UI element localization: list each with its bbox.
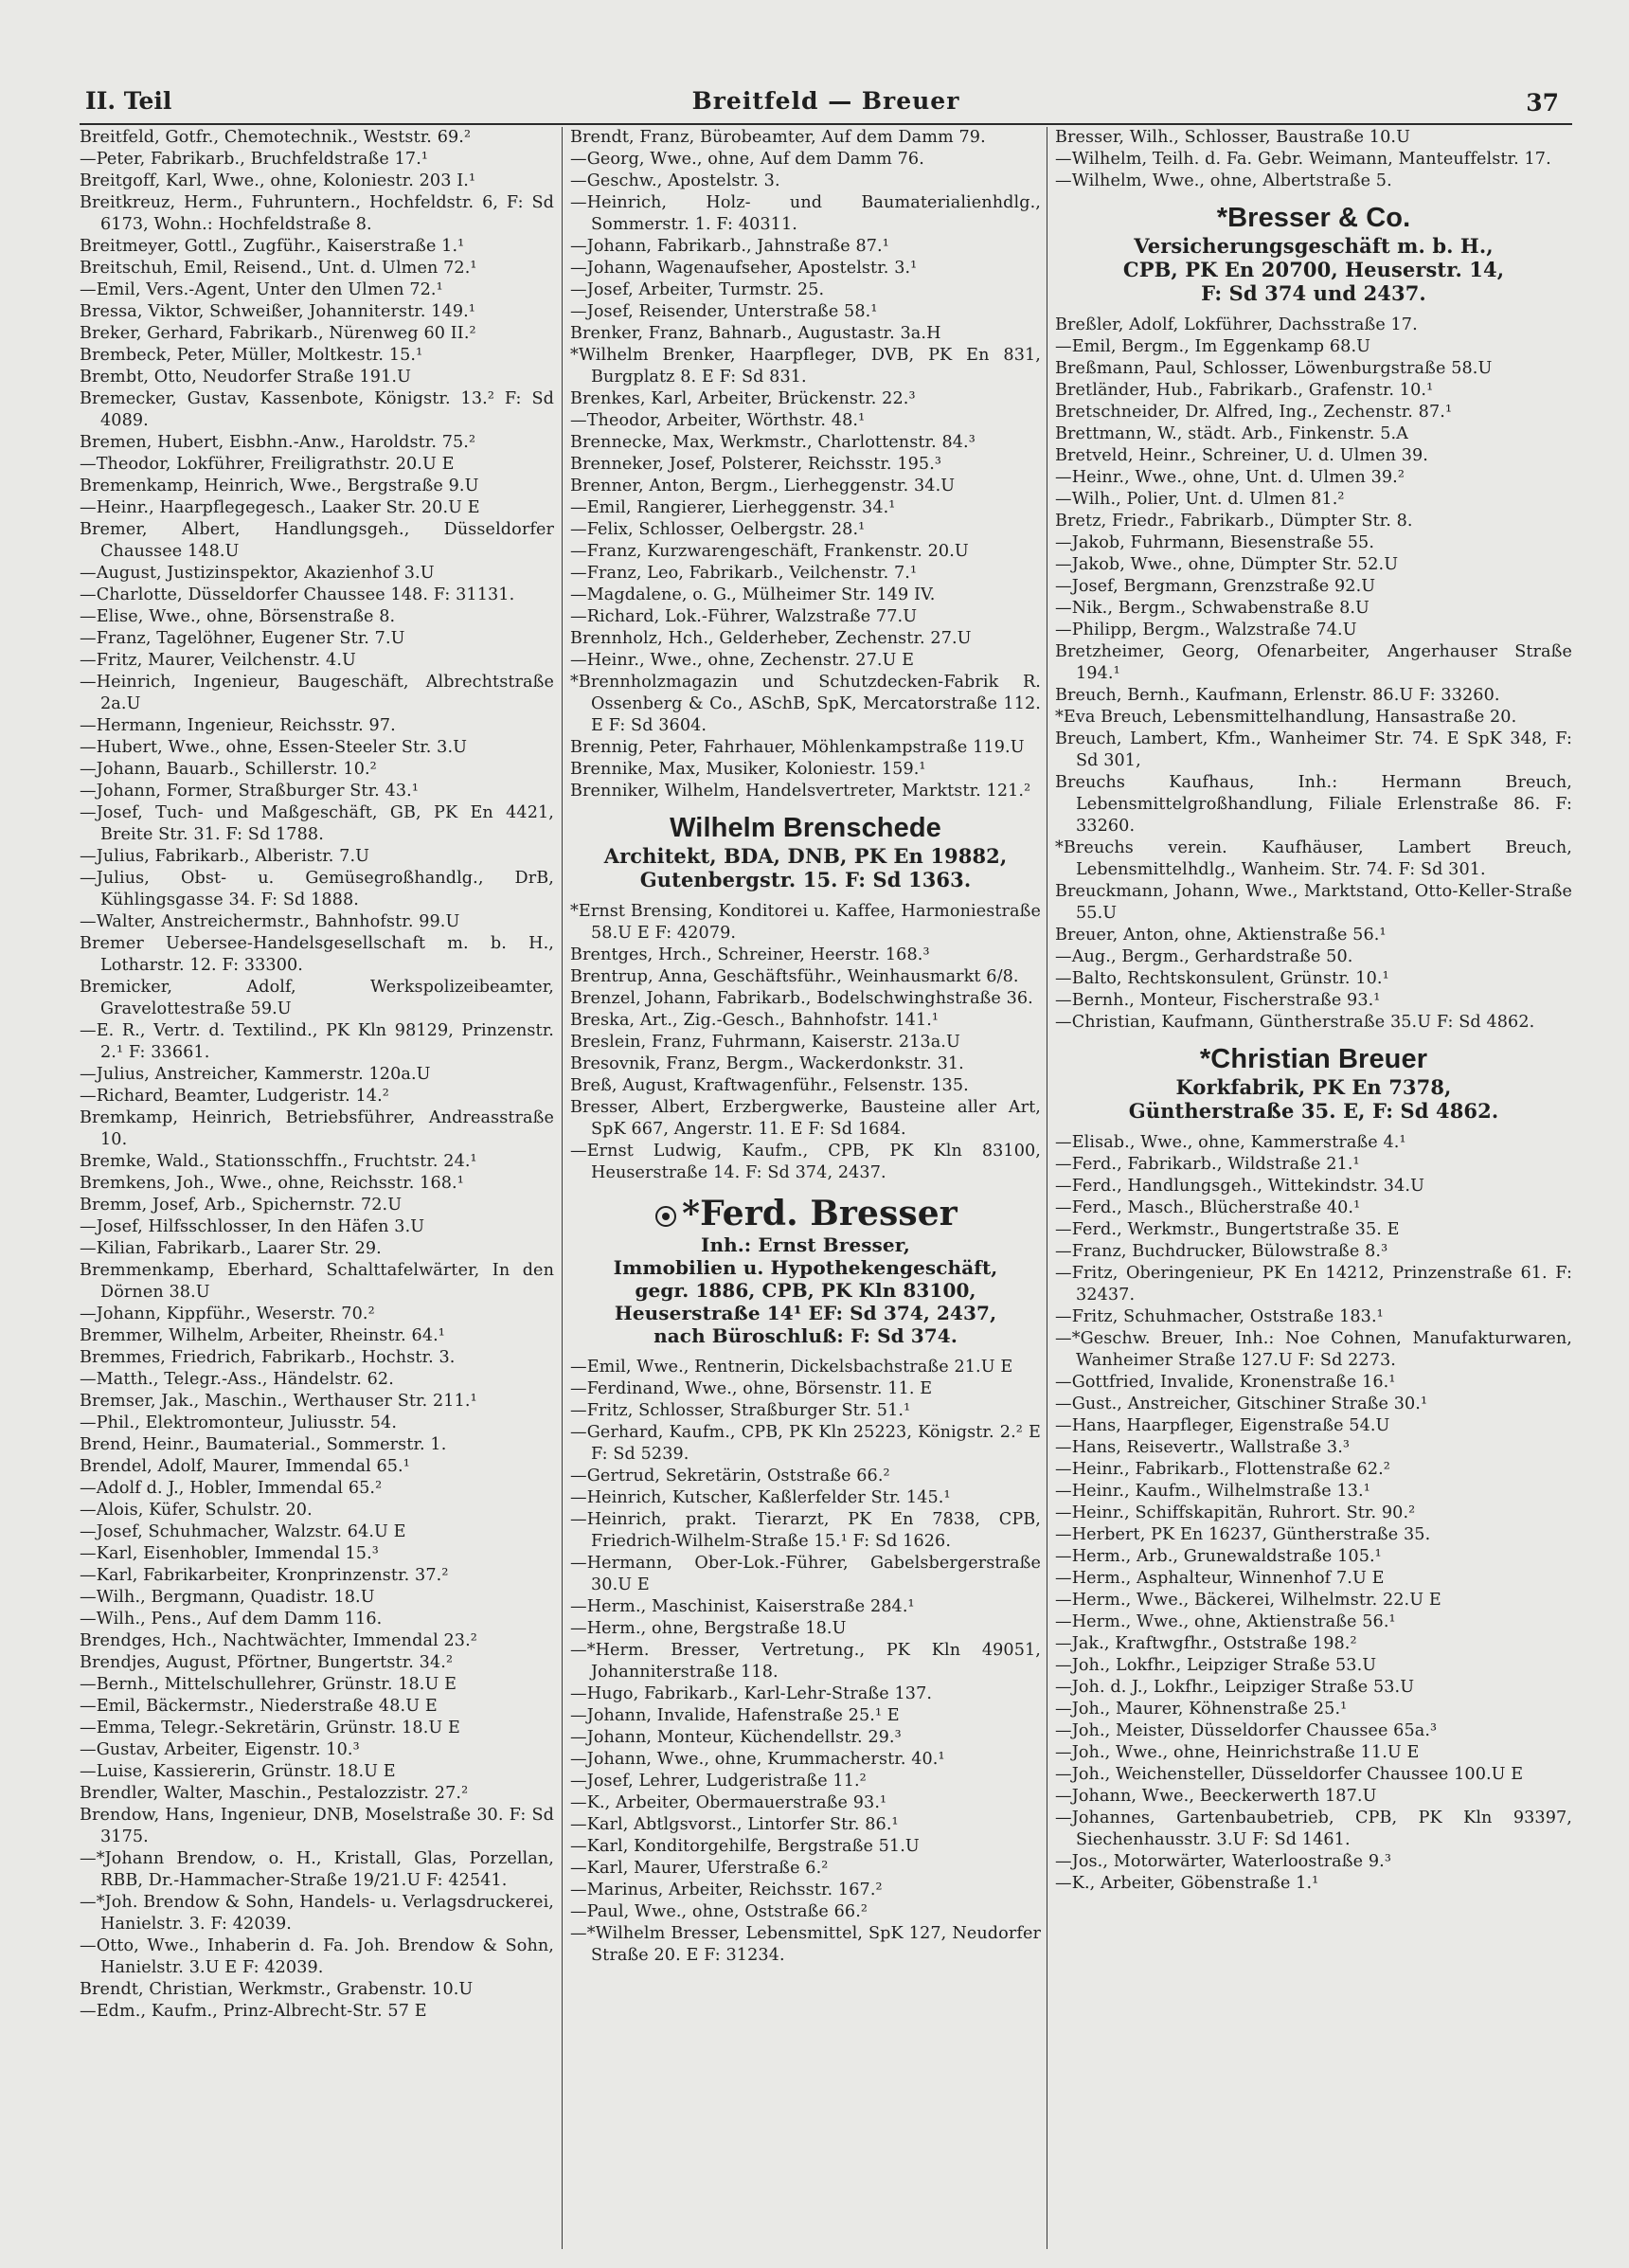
directory-entry: —Johann, Bauarb., Schillerstr. 10.²	[80, 760, 377, 779]
directory-entry: —*Joh. Brendow & Sohn, Handels- u. Verlagsdruckerei, Hanielstr. 3. F: 42039.	[80, 1893, 554, 1934]
directory-entry: —Paul, Wwe., ohne, Oststraße 66.²	[570, 1902, 868, 1921]
directory-entry: —Marinus, Arbeiter, Reichsstr. 167.²	[570, 1881, 883, 1899]
directory-entry: —*Johann Brendow, o. H., Kristall, Glas, Porzellan, RBB, Dr.-Hammacher-Straße 19/21.U F: 42541.	[80, 1849, 554, 1890]
directory-entry: —Emma, Telegr.-Sekretärin, Grünstr. 18.U E	[80, 1719, 460, 1737]
directory-entry: —Heinrich, Kutscher, Kaßlerfelder Str. 145.¹	[570, 1488, 951, 1507]
directory-entry: —Jakob, Wwe., ohne, Dümpter Str. 52.U	[1055, 555, 1399, 574]
directory-entry: Breitfeld, Gotfr., Chemotechnik., Weststr. 69.²	[80, 128, 472, 147]
directory-entry: —Fritz, Schuhmacher, Oststraße 183.¹	[1055, 1307, 1384, 1326]
directory-entry: —Heinrich, Holz- und Baumaterialienhdlg., Sommerstr. 1. F: 40311.	[570, 193, 1041, 234]
directory-entry: Brembt, Otto, Neudorfer Straße 191.U	[80, 368, 412, 387]
directory-entry: —Johann, Former, Straßburger Str. 43.¹	[80, 782, 419, 801]
directory-entry: Bremmenkamp, Eberhard, Schalttafelwärter, In den Dörnen 38.U	[80, 1261, 554, 1302]
directory-entry: —Johannes, Gartenbaubetrieb, CPB, PK Kln 93397, Siechenhausstr. 3.U F: Sd 1461.	[1055, 1809, 1572, 1849]
directory-entry: —Hubert, Wwe., ohne, Essen-Steeler Str. 3.U	[80, 738, 468, 757]
directory-entry: Bretländer, Hub., Fabrikarb., Grafenstr. 10.¹	[1055, 381, 1434, 400]
directory-entry: —Philipp, Bergm., Walzstraße 74.U	[1055, 621, 1357, 639]
directory-entry: —Hugo, Fabrikarb., Karl-Lehr-Straße 137.	[570, 1684, 933, 1703]
ad-line: nach Büroschluß: F: Sd 374.	[653, 1324, 958, 1347]
directory-entry: —Herm., Asphalteur, Winnenhof 7.U E	[1055, 1569, 1385, 1588]
directory-entry: Brendjes, August, Pförtner, Bungertstr. 34.²	[80, 1653, 454, 1672]
directory-entry: —*Geschw. Breuer, Inh.: Noe Cohnen, Manufakturwaren, Wanheimer Straße 127.U F: Sd 2273.	[1055, 1329, 1572, 1370]
ad-line: Immobilien u. Hypothekengeschäft,	[613, 1256, 998, 1279]
directory-entry: —Geschw., Apostelstr. 3.	[570, 171, 780, 190]
directory-entry: —Julius, Obst- u. Gemüsegroßhandlg., DrB, Kühlingsgasse 34. F: Sd 1888.	[80, 869, 554, 909]
directory-entry: —Heinr., Haarpflegegesch., Laaker Str. 20.U E	[80, 498, 480, 517]
directory-entry: —Jakob, Fuhrmann, Biesenstraße 55.	[1055, 533, 1375, 552]
directory-entry: Brenner, Anton, Bergm., Lierheggenstr. 34.U	[570, 477, 956, 495]
ad-name: *Christian Breuer	[1199, 1044, 1428, 1074]
directory-entry: Brendges, Hch., Nachtwächter, Immendal 23.²	[80, 1631, 477, 1650]
directory-entry: *Wilhelm Brenker, Haarpfleger, DVB, PK En 831, Burgplatz 8. E F: Sd 831.	[570, 346, 1041, 387]
directory-entry: *Breuchs verein. Kaufhäuser, Lambert Breuch, Lebensmittelhdlg., Wanheim. Str. 74. F: Sd 301.	[1055, 838, 1572, 879]
directory-entry: —Gottfried, Invalide, Kronenstraße 16.¹	[1055, 1373, 1396, 1392]
ad-name	[570, 1194, 1041, 1233]
directory-entry: Bremer Ueberseе-Handelsgesellschaft m. b. H., Lotharstr. 12. F: 33300.	[80, 934, 554, 975]
directory-entry: —Heinr., Wwe., ohne, Unt. d. Ulmen 39.²	[1055, 468, 1405, 487]
directory-entry: —Franz, Tagelöhner, Eugener Str. 7.U	[80, 629, 405, 648]
directory-entry: Breitkreuz, Herm., Fuhruntern., Hochfeldstr. 6, F: Sd 6173, Wohn.: Hochfeldstraße 8.	[80, 193, 554, 234]
directory-entry: —Phil., Elektromonteur, Juliusstr. 54.	[80, 1413, 398, 1432]
directory-entry: *Ernst Brensing, Konditorei u. Kaffee, Harmoniestraße 58.U E F: 42079.	[570, 902, 1041, 943]
ad-name: Wilhelm Brenschede	[670, 813, 941, 843]
directory-entry: —Balto, Rechtskonsulent, Grünstr. 10.¹	[1055, 969, 1389, 988]
page-range-title: Breitfeld — Breuer	[691, 87, 960, 115]
directory-entry: —Wilh., Polier, Unt. d. Ulmen 81.²	[1055, 490, 1345, 509]
directory-entry: Brendow, Hans, Ingenieur, DNB, Moselstraße 30. F: Sd 3175.	[80, 1806, 554, 1846]
directory-entry: —Alois, Küfer, Schulstr. 20.	[80, 1501, 313, 1520]
ad-ferd-bresser	[570, 1194, 1041, 1347]
directory-entry: —Matth., Telegr.-Ass., Händelstr. 62.	[80, 1370, 394, 1389]
directory-entry: —Jos., Motorwärter, Waterloostraße 9.³	[1055, 1852, 1391, 1871]
directory-entry: —Ferd., Handlungsgeh., Wittekindstr. 34.U	[1055, 1177, 1424, 1196]
directory-entry: Brendt, Franz, Bürobeamter, Auf dem Damm 79.	[570, 128, 986, 147]
directory-entry: —Peter, Fabrikarb., Bruchfeldstraße 17.¹	[80, 150, 429, 169]
directory-entry: Breitschuh, Emil, Reisend., Unt. d. Ulmen 72.¹	[80, 259, 477, 278]
directory-entry: —Theodor, Lokführer, Freiligrathstr. 20.U E	[80, 455, 455, 474]
directory-entry: —Gertrud, Sekretärin, Oststraße 66.²	[570, 1467, 890, 1485]
directory-entry: —*Wilhelm Bresser, Lebensmittel, SpK 127, Neudorfer Straße 20. E F: 31234.	[570, 1924, 1041, 1965]
directory-entry: —Ferd., Masch., Blücherstraße 40.¹	[1055, 1198, 1361, 1217]
directory-entry: —Hermann, Ober-Lok.-Führer, Gabelsbergerstraße 30.U E	[570, 1554, 1041, 1594]
directory-entry: —Christian, Kaufmann, Güntherstraße 35.U F: Sd 4862.	[1055, 1013, 1535, 1032]
directory-entry: —Karl, Maurer, Uferstraße 6.²	[570, 1859, 829, 1878]
directory-entry: —Heinr., Fabrikarb., Flottenstraße 62.²	[1055, 1460, 1390, 1479]
directory-entry: Breßler, Adolf, Lokführer, Dachsstraße 17.	[1055, 315, 1418, 334]
directory-entry: —Charlotte, Düsseldorfer Chaussee 148. F: 31131.	[80, 585, 515, 604]
directory-entry: —Johann, Wwe., ohne, Krummacherstr. 40.¹	[570, 1750, 945, 1769]
directory-entry: —Joh., Maurer, Köhnenstraße 25.¹	[1055, 1700, 1348, 1719]
directory-entry: —Herm., Wwe., ohne, Aktienstraße 56.¹	[1055, 1612, 1396, 1631]
directory-columns	[80, 127, 1572, 2249]
directory-entry: —Josef, Bergmann, Grenzstraße 92.U	[1055, 577, 1376, 596]
directory-entry: Brentges, Hrch., Schreiner, Heerstr. 168.³	[570, 945, 930, 964]
directory-entry: Brenkes, Karl, Arbeiter, Brückenstr. 22.³	[570, 389, 916, 408]
directory-entry: —Johann, Kippführ., Weserstr. 70.²	[80, 1305, 375, 1323]
ad-christian-breuer	[1055, 1043, 1572, 1123]
directory-entry: —Kilian, Fabrikarb., Laarer Str. 29.	[80, 1239, 382, 1258]
directory-entry: Breitmeyer, Gottl., Zugführ., Kaiserstraße 1.¹	[80, 237, 465, 256]
ad-bresser-co	[1055, 202, 1572, 305]
directory-entry: —Felix, Schlosser, Oelbergstr. 28.¹	[570, 520, 866, 539]
page-header	[80, 81, 1572, 125]
directory-entry: Bremm, Josef, Arb., Spichernstr. 72.U	[80, 1196, 403, 1215]
directory-entry: Breßmann, Paul, Schlosser, Löwenburgstraße 58.U	[1055, 359, 1493, 378]
directory-entry: —Emil, Rangierer, Lierheggenstr. 34.¹	[570, 498, 896, 517]
directory-entry: —Herbert, PK En 16237, Güntherstraße 35.	[1055, 1525, 1431, 1544]
directory-entry: —*Herm. Bresser, Vertretung., PK Kln 49051, Johanniterstraße 118.	[570, 1641, 1041, 1682]
directory-entry: —Joh., Weichensteller, Düsseldorfer Chaussee 100.U E	[1055, 1765, 1524, 1784]
directory-entry: —Karl, Konditorgehilfe, Bergstraße 51.U	[570, 1837, 920, 1856]
directory-entry: —E. R., Vertr. d. Textilind., PK Kln 98129, Prinzenstr. 2.¹ F: 33661.	[80, 1021, 554, 1062]
directory-entry: —Theodor, Arbeiter, Wörthstr. 48.¹	[570, 411, 866, 430]
directory-entry: Bremicker, Adolf, Werkspolizeibeamter, Gravelottestraße 59.U	[80, 978, 554, 1018]
directory-entry: —Joh., Lokfhr., Leipziger Straße 53.U	[1055, 1656, 1377, 1675]
directory-entry: —Franz, Leo, Fabrikarb., Veilchenstr. 7.¹	[570, 564, 918, 583]
directory-entry: —Hans, Haarpfleger, Eigenstraße 54.U	[1055, 1416, 1390, 1435]
column-3	[1047, 127, 1572, 2249]
directory-entry: —Wilh., Pens., Auf dem Damm 116.	[80, 1610, 383, 1629]
directory-entry: Breska, Art., Zig.-Gesch., Bahnhofstr. 141.¹	[570, 1011, 940, 1030]
ad-line: Architekt, BDA, DNB, PK En 19882,	[603, 844, 1008, 868]
directory-entry: —Johann, Wagenaufseher, Apostelstr. 3.¹	[570, 259, 918, 278]
directory-entry: —Ernst Ludwig, Kaufm., CPB, PK Kln 83100, Heuserstraße 14. F: Sd 374, 2437.	[570, 1142, 1041, 1182]
directory-entry: —Fritz, Oberingenieur, PK En 14212, Prinzenstraße 61. F: 32437.	[1055, 1264, 1572, 1305]
directory-entry: —Julius, Anstreicher, Kammerstr. 120a.U	[80, 1065, 431, 1084]
ad-line: Güntherstraße 35. E, F: Sd 4862.	[1128, 1099, 1499, 1123]
directory-entry: Bretz, Friedr., Fabrikarb., Dümpter Str. 8.	[1055, 512, 1413, 531]
ad-name: *Bresser & Co.	[1216, 203, 1411, 233]
ad-name-text: *Ferd. Bresser	[682, 1194, 958, 1233]
directory-entry: Bremer, Albert, Handlungsgeh., Düsseldorfer Chaussee 148.U	[80, 520, 554, 561]
directory-entry: —Josef, Schuhmacher, Walzstr. 64.U E	[80, 1522, 406, 1541]
directory-entry: —Gust., Anstreicher, Gitschiner Straße 30.¹	[1055, 1395, 1428, 1413]
directory-entry: Brenzel, Johann, Fabrikarb., Bodelschwinghstraße 36.	[570, 989, 1033, 1008]
directory-entry: —Luise, Kassiererin, Grünstr. 18.U E	[80, 1762, 396, 1781]
directory-entry: —Ferd., Werkmstr., Bungertstraße 35. E	[1055, 1220, 1400, 1239]
directory-entry: Brenniker, Wilhelm, Handelsvertreter, Marktstr. 121.²	[570, 782, 1031, 801]
directory-entry: Brendel, Adolf, Maurer, Immendal 65.¹	[80, 1457, 410, 1476]
directory-entry: Breuckmann, Johann, Wwe., Marktstand, Otto-Keller-Straße 55.U	[1055, 882, 1572, 923]
directory-entry: —August, Justizinspektor, Akazienhof 3.U	[80, 564, 435, 583]
directory-entry: Breuch, Lambert, Kfm., Wanheimer Str. 74. E SpK 348, F: Sd 301,	[1055, 729, 1572, 770]
directory-entry: —Josef, Arbeiter, Turmstr. 25.	[570, 280, 825, 299]
ad-line: Korkfabrik, PK En 7378,	[1175, 1075, 1452, 1099]
ad-wilhelm-brenschede	[570, 812, 1041, 891]
directory-entry: —Julius, Fabrikarb., Alberistr. 7.U	[80, 847, 370, 866]
directory-entry: —Heinr., Wwe., ohne, Zechenstr. 27.U E	[570, 651, 915, 670]
directory-entry: Brentrup, Anna, Geschäftsführ., Weinhausmarkt 6/8.	[570, 967, 1019, 986]
directory-entry: Bretveld, Heinr., Schreiner, U. d. Ulmen 39.	[1055, 446, 1429, 465]
directory-entry: —Karl, Fabrikarbeiter, Kronprinzenstr. 37.²	[80, 1566, 449, 1585]
directory-entry: Breitgoff, Karl, Wwe., ohne, Koloniestr. 203 I.¹	[80, 171, 476, 190]
directory-entry: —Ferdinand, Wwe., ohne, Börsenstr. 11. E	[570, 1379, 933, 1398]
directory-entry: —Georg, Wwe., ohne, Auf dem Damm 76.	[570, 150, 924, 169]
directory-entry: —Heinr., Kaufm., Wilhelmstraße 13.¹	[1055, 1482, 1370, 1501]
directory-entry: —Aug., Bergm., Gerhardstraße 50.	[1055, 947, 1353, 966]
directory-entry: Brendt, Christian, Werkmstr., Grabenstr. 10.U	[80, 1980, 474, 1999]
directory-entry: —Heinr., Schiffskapitän, Ruhrort. Str. 90.²	[1055, 1503, 1416, 1522]
directory-entry: —Gustav, Arbeiter, Eigenstr. 10.³	[80, 1740, 360, 1759]
directory-entry: Bremser, Jak., Maschin., Werthauser Str. 211.¹	[80, 1392, 477, 1411]
directory-entry: —Joh. d. J., Lokfhr., Leipziger Straße 53.U	[1055, 1678, 1415, 1697]
directory-entry: Bresovnik, Franz, Bergm., Wackerdonkstr. 31.	[570, 1054, 964, 1073]
directory-entry: —Hans, Reisevertr., Wallstraße 3.³	[1055, 1438, 1351, 1457]
directory-entry: —Richard, Beamter, Ludgeristr. 14.²	[80, 1087, 389, 1106]
directory-entry: Bressa, Viktor, Schweißer, Johanniterstr. 149.¹	[80, 302, 475, 321]
directory-entry: Bretzheimer, Georg, Ofenarbeiter, Angerhauser Straße 194.¹	[1055, 642, 1572, 683]
directory-entry: Breuchs Kaufhaus, Inh.: Hermann Breuch, Lebensmittelgroßhandlung, Filiale Erlenstraße 86. F: 33260.	[1055, 773, 1572, 836]
directory-entry: —Wilh., Bergmann, Quadistr. 18.U	[80, 1588, 375, 1607]
directory-entry: Brenneker, Josef, Polsterer, Reichsstr. 195.³	[570, 455, 942, 474]
directory-entry: *Brennholzmagazin und Schutzdecken-Fabrik R. Ossenberg & Co., ASchB, SpK, Mercatorstraße 112. E F: Sd 3604.	[570, 673, 1041, 735]
directory-entry: —Adolf d. J., Hobler, Immendal 65.²	[80, 1479, 383, 1498]
directory-entry: —Franz, Buchdrucker, Bülowstraße 8.³	[1055, 1242, 1388, 1261]
directory-entry: —Nik., Bergm., Schwabenstraße 8.U	[1055, 599, 1369, 618]
directory-entry: —Johann, Fabrikarb., Jahnstraße 87.¹	[570, 237, 889, 256]
directory-entry: —Jak., Kraftwgfhr., Oststraße 198.²	[1055, 1634, 1357, 1653]
directory-entry: Breuch, Bernh., Kaufmann, Erlenstr. 86.U F: 33260.	[1055, 686, 1500, 705]
directory-entry: Brettmann, W., städt. Arb., Finkenstr. 5.A	[1055, 424, 1408, 443]
directory-entry: Brennecke, Max, Werkmstr., Charlottenstr. 84.³	[570, 433, 976, 452]
directory-entry: —Elise, Wwe., ohne, Börsenstraße 8.	[80, 607, 396, 626]
ad-line: Gutenbergstr. 15. F: Sd 1363.	[639, 868, 972, 891]
directory-entry: —Emil, Vers.-Agent, Unter den Ulmen 72.¹	[80, 280, 443, 299]
directory-entry: Bresser, Albert, Erzbergwerke, Bausteine aller Art, SpK 667, Angerstr. 11. E F: Sd 1684.	[570, 1098, 1041, 1139]
directory-entry: —Herm., Arb., Grunewaldstraße 105.¹	[1055, 1547, 1382, 1566]
directory-entry: —Herm., Maschinist, Kaiserstraße 284.¹	[570, 1597, 915, 1616]
ad-line: Heuserstraße 14¹ EF: Sd 374, 2437,	[614, 1302, 997, 1324]
directory-entry: Brenker, Franz, Bahnarb., Augustastr. 3a.H	[570, 324, 941, 343]
ad-line: Versicherungsgeschäft m. b. H.,	[1134, 234, 1494, 258]
directory-entry: Brendler, Walter, Maschin., Pestalozzistr. 27.²	[80, 1784, 469, 1803]
directory-entry: —Bernh., Monteur, Fischerstraße 93.¹	[1055, 991, 1381, 1010]
directory-entry: Brennholz, Hch., Gelderheber, Zechenstr. 27.U	[570, 629, 972, 648]
directory-entry: Bremkamp, Heinrich, Betriebsführer, Andreasstraße 10.	[80, 1108, 554, 1149]
directory-entry: —Walter, Anstreichermstr., Bahnhofstr. 99.U	[80, 912, 460, 931]
directory-entry: —Heinrich, Ingenieur, Baugeschäft, Albrechtstraße 2a.U	[80, 673, 554, 713]
directory-entry: —Emil, Bergm., Im Eggenkamp 68.U	[1055, 337, 1371, 356]
directory-entry: —Richard, Lok.-Führer, Walzstraße 77.U	[570, 607, 918, 626]
directory-entry: Bremmer, Wilhelm, Arbeiter, Rheinstr. 64.¹	[80, 1326, 445, 1345]
directory-entry: Brend, Heinr., Baumaterial., Sommerstr. 1.	[80, 1435, 447, 1454]
column-2	[563, 127, 1047, 2249]
directory-entry: Breslein, Franz, Fuhrmann, Kaiserstr. 213a.U	[570, 1033, 960, 1052]
directory-entry: —Heinrich, prakt. Tierarzt, PK En 7838, CPB, Friedrich-Wilhelm-Straße 15.¹ F: Sd 1626.	[570, 1510, 1041, 1551]
directory-entry: —Joh., Meister, Düsseldorfer Chaussee 65a.³	[1055, 1721, 1438, 1740]
directory-entry: Bremmes, Friedrich, Fabrikarb., Hochstr. 3.	[80, 1348, 456, 1367]
directory-entry: —Edm., Kaufm., Prinz-Albrecht-Str. 57 E	[80, 2002, 427, 2021]
directory-entry: Bremen, Hubert, Eisbhn.-Anw., Haroldstr. 75.²	[80, 433, 476, 452]
directory-entry: —Gerhard, Kaufm., CPB, PK Kln 25223, Königstr. 2.² E F: Sd 5239.	[570, 1423, 1041, 1464]
directory-entry: —Elisab., Wwe., ohne, Kammerstraße 4.¹	[1055, 1133, 1406, 1152]
directory-entry: —Josef, Reisender, Unterstraße 58.¹	[570, 302, 878, 321]
directory-entry: —Fritz, Maurer, Veilchenstr. 4.U	[80, 651, 356, 670]
directory-entry: —Herm., ohne, Bergstraße 18.U	[570, 1619, 847, 1638]
directory-entry: Breker, Gerhard, Fabrikarb., Nürenweg 60 II.²	[80, 324, 476, 343]
directory-entry: Bresser, Wilh., Schlosser, Baustraße 10.U	[1055, 128, 1411, 147]
directory-entry: Bremenkamp, Heinrich, Wwe., Bergstraße 9.U	[80, 477, 479, 495]
directory-entry: —Johann, Wwe., Beeckerwerth 187.U	[1055, 1787, 1377, 1806]
directory-entry: Breuer, Anton, ohne, Aktienstraße 56.¹	[1055, 926, 1387, 945]
page-number: 37	[1526, 89, 1559, 117]
directory-entry: —Bernh., Mittelschullehrer, Grünstr. 18.U E	[80, 1675, 457, 1694]
directory-entry: —Fritz, Schlosser, Straßburger Str. 51.¹	[570, 1401, 911, 1420]
ad-line: F: Sd 374 und 2437.	[1201, 281, 1426, 305]
directory-entry: Bremkens, Joh., Wwe., ohne, Reichsstr. 168.¹	[80, 1174, 464, 1193]
directory-entry: —K., Arbeiter, Obermauerstraße 93.¹	[570, 1793, 887, 1812]
ad-line: CPB, PK En 20700, Heuserstr. 14,	[1122, 258, 1505, 281]
directory-entry: —Magdalene, o. G., Mülheimer Str. 149 IV.	[570, 585, 936, 604]
directory-entry: —Hermann, Ingenieur, Reichsstr. 97.	[80, 716, 396, 735]
directory-entry: —Karl, Abtlgsvorst., Lintorfer Str. 86.¹	[570, 1815, 899, 1834]
directory-entry: *Eva Breuch, Lebensmittelhandlung, Hansastraße 20.	[1055, 708, 1517, 727]
directory-entry: —Josef, Tuch- und Maßgeschäft, GB, PK En 4421, Breite Str. 31. F: Sd 1788.	[80, 803, 554, 844]
directory-entry: —Franz, Kurzwarengeschäft, Frankenstr. 20.U	[570, 542, 969, 561]
directory-entry: —Karl, Eisenhobler, Immendal 15.³	[80, 1544, 379, 1563]
directory-entry: —Emil, Wwe., Rentnerin, Dickelsbachstraße 21.U E	[570, 1358, 1013, 1377]
directory-entry: Breß, August, Kraftwagenführ., Felsenstr. 135.	[570, 1076, 969, 1095]
directory-entry: —Wilhelm, Wwe., ohne, Albertstraße 5.	[1055, 171, 1392, 190]
directory-entry: Bremecker, Gustav, Kassenbote, Königstr. 13.² F: Sd 4089.	[80, 389, 554, 430]
directory-entry: —K., Arbeiter, Göbenstraße 1.¹	[1055, 1874, 1319, 1893]
directory-entry: —Josef, Hilfsschlosser, In den Häfen 3.U	[80, 1217, 425, 1236]
column-1	[80, 127, 563, 2249]
ornament-icon	[653, 1204, 678, 1229]
directory-entry: —Herm., Wwe., Bäckerei, Wilhelmstr. 22.U E	[1055, 1591, 1441, 1610]
directory-entry: —Johann, Invalide, Hafenstraße 25.¹ E	[570, 1706, 900, 1725]
directory-entry: —Ferd., Fabrikarb., Wildstraße 21.¹	[1055, 1155, 1360, 1174]
directory-entry: —Otto, Wwe., Inhaberin d. Fa. Joh. Brendow & Sohn, Hanielstr. 3.U E F: 42039.	[80, 1936, 554, 1977]
directory-entry: —Johann, Monteur, Küchendellstr. 29.³	[570, 1728, 902, 1747]
section-label: II. Teil	[85, 87, 172, 115]
directory-entry: Brennike, Max, Musiker, Koloniestr. 159.¹	[570, 760, 926, 779]
directory-entry: —Joh., Wwe., ohne, Heinrichstraße 11.U E	[1055, 1743, 1420, 1762]
directory-entry: —Emil, Bäckermstr., Niederstraße 48.U E	[80, 1697, 438, 1716]
directory-entry: Bremke, Wald., Stationsschffn., Fruchtstr. 24.¹	[80, 1152, 477, 1171]
directory-entry: —Wilhelm, Teilh. d. Fa. Gebr. Weimann, Manteuffelstr. 17.	[1055, 150, 1551, 169]
directory-entry: Brennig, Peter, Fahrhauer, Möhlenkampstraße 119.U	[570, 738, 1025, 757]
directory-entry: Bretschneider, Dr. Alfred, Ing., Zechenstr. 87.¹	[1055, 403, 1453, 422]
ad-line: gegr. 1886, CPB, PK Kln 83100,	[635, 1279, 976, 1302]
directory-entry: —Josef, Lehrer, Ludgeristraße 11.²	[570, 1772, 867, 1791]
directory-entry: Brembeck, Peter, Müller, Moltkestr. 15.¹	[80, 346, 423, 365]
ad-line: Inh.: Ernst Bresser,	[701, 1233, 910, 1256]
